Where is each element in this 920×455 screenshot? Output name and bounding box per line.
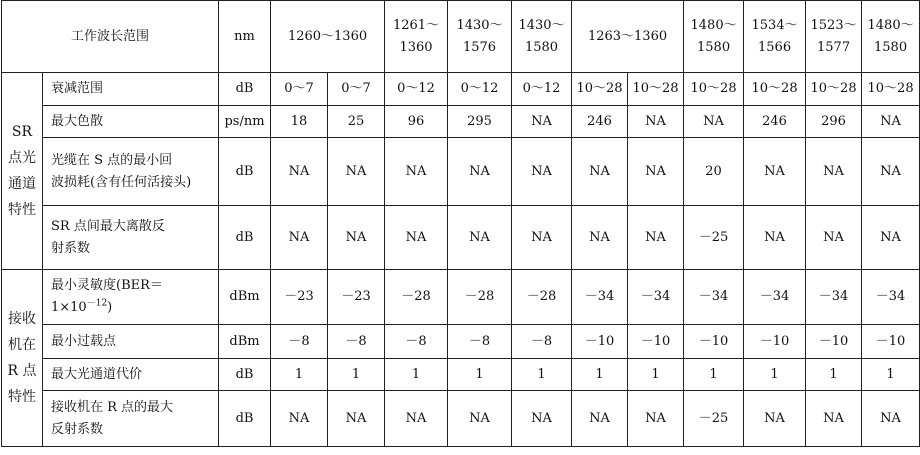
value-cell: NA <box>328 138 385 206</box>
value-cell: －25 <box>684 206 744 270</box>
value-cell: 25 <box>328 106 385 138</box>
value-cell: 246 <box>572 106 628 138</box>
unit-cell: dB <box>219 206 271 270</box>
unit-cell: dB <box>219 391 271 447</box>
value-cell: 1 <box>684 359 744 391</box>
group-label: 接收 机在 R 点 特性 <box>2 270 43 447</box>
value-cell: 96 <box>385 106 448 138</box>
param-text: 最大光通道代价 <box>51 366 143 382</box>
table-row <box>2 325 920 359</box>
value-cell: 10～28 <box>684 73 744 106</box>
param-name <box>43 270 219 325</box>
unit-cell: ps/nm <box>219 106 271 138</box>
unit-cell: dB <box>219 73 271 106</box>
unit-cell: dB <box>219 359 271 391</box>
value-cell: 0～7 <box>271 73 328 106</box>
header-title: 工作波长范围 <box>2 1 219 73</box>
param-superscript: －12 <box>86 298 108 309</box>
unit-cell: dB <box>219 138 271 206</box>
spec-table <box>1 0 920 447</box>
value-cell: 1 <box>862 359 920 391</box>
value-cell: NA <box>271 138 328 206</box>
wavelength-header: 1534～ 1566 <box>744 1 806 73</box>
value-cell: NA <box>628 106 684 138</box>
value-cell: －8 <box>328 325 385 359</box>
value-cell: NA <box>512 391 572 447</box>
value-cell: NA <box>448 206 512 270</box>
table-row <box>2 73 920 106</box>
unit-cell: dBm <box>219 270 271 325</box>
value-cell: －23 <box>271 270 328 325</box>
table-row <box>2 270 920 325</box>
value-cell: NA <box>744 391 806 447</box>
value-cell: NA <box>385 138 448 206</box>
wavelength-header: 1523～ 1577 <box>806 1 862 73</box>
value-cell: NA <box>628 138 684 206</box>
value-cell: NA <box>572 391 628 447</box>
value-cell: －28 <box>448 270 512 325</box>
wavelength-header: 1430～ 1576 <box>448 1 512 73</box>
value-cell: －8 <box>448 325 512 359</box>
value-cell: 10～28 <box>572 73 628 106</box>
wavelength-header: 1263～1360 <box>572 1 684 73</box>
value-cell: NA <box>572 138 628 206</box>
value-cell: 296 <box>806 106 862 138</box>
value-cell: －10 <box>628 325 684 359</box>
value-cell: －28 <box>512 270 572 325</box>
group-label: SR 点光 通道 特性 <box>2 73 43 270</box>
value-cell: 1 <box>806 359 862 391</box>
value-cell: －8 <box>512 325 572 359</box>
value-cell: －10 <box>862 325 920 359</box>
value-cell: NA <box>385 391 448 447</box>
value-cell: －10 <box>572 325 628 359</box>
value-cell: NA <box>448 138 512 206</box>
value-cell: －10 <box>684 325 744 359</box>
value-cell: －10 <box>744 325 806 359</box>
value-cell: NA <box>385 206 448 270</box>
value-cell: NA <box>744 206 806 270</box>
value-cell: －34 <box>744 270 806 325</box>
value-cell: 0～12 <box>512 73 572 106</box>
table-row <box>2 391 920 447</box>
value-cell: NA <box>744 138 806 206</box>
value-cell: NA <box>512 138 572 206</box>
value-cell: NA <box>328 391 385 447</box>
value-cell: 10～28 <box>744 73 806 106</box>
value-cell: －34 <box>806 270 862 325</box>
value-cell: －8 <box>271 325 328 359</box>
value-cell: NA <box>572 206 628 270</box>
table-row <box>2 106 920 138</box>
wavelength-header: 1480～ 1580 <box>684 1 744 73</box>
param-name <box>43 106 219 138</box>
param-text: 最大色散 <box>51 113 104 129</box>
table-row <box>2 359 920 391</box>
value-cell: 0～12 <box>385 73 448 106</box>
value-cell: －34 <box>862 270 920 325</box>
value-cell: 246 <box>744 106 806 138</box>
value-cell: NA <box>862 391 920 447</box>
value-cell: 295 <box>448 106 512 138</box>
param-name <box>43 206 219 270</box>
value-cell: NA <box>448 391 512 447</box>
value-cell: －28 <box>385 270 448 325</box>
wavelength-header: 1480～ 1580 <box>862 1 920 73</box>
value-cell: NA <box>328 206 385 270</box>
value-cell: NA <box>628 391 684 447</box>
param-tail: ) <box>107 300 113 315</box>
value-cell: 10～28 <box>862 73 920 106</box>
value-cell: 10～28 <box>806 73 862 106</box>
value-cell: 1 <box>628 359 684 391</box>
wavelength-header: 1260～1360 <box>271 1 385 73</box>
value-cell: 18 <box>271 106 328 138</box>
param-text: 最小灵敏度(BER＝ 1×10 <box>51 278 163 315</box>
value-cell: NA <box>512 206 572 270</box>
value-cell: 1 <box>572 359 628 391</box>
value-cell: 1 <box>512 359 572 391</box>
param-text: 最小过载点 <box>51 333 117 349</box>
value-cell: －8 <box>385 325 448 359</box>
param-name <box>43 325 219 359</box>
value-cell: 0～7 <box>328 73 385 106</box>
value-cell: 10～28 <box>628 73 684 106</box>
value-cell: NA <box>271 206 328 270</box>
value-cell: NA <box>512 106 572 138</box>
param-name <box>43 73 219 106</box>
value-cell: NA <box>684 106 744 138</box>
value-cell: NA <box>862 206 920 270</box>
value-cell: 1 <box>448 359 512 391</box>
value-cell: －34 <box>684 270 744 325</box>
table-row <box>2 206 920 270</box>
value-cell: 1 <box>271 359 328 391</box>
value-cell: NA <box>862 106 920 138</box>
value-cell: －10 <box>806 325 862 359</box>
wavelength-header: 1261～ 1360 <box>385 1 448 73</box>
param-text: 光缆在 S 点的最小回 波损耗(含有任何活接头) <box>51 152 192 190</box>
value-cell: －34 <box>572 270 628 325</box>
param-name <box>43 359 219 391</box>
value-cell: －23 <box>328 270 385 325</box>
param-name <box>43 391 219 447</box>
value-cell: －25 <box>684 391 744 447</box>
value-cell: 1 <box>328 359 385 391</box>
value-cell: －34 <box>628 270 684 325</box>
value-cell: NA <box>806 391 862 447</box>
param-text: SR 点间最大离散反 射系数 <box>51 218 165 256</box>
value-cell: NA <box>806 138 862 206</box>
value-cell: 1 <box>385 359 448 391</box>
wavelength-header: 1430～ 1580 <box>512 1 572 73</box>
table-row <box>2 138 920 206</box>
param-text: 接收机在 R 点的最大 反射系数 <box>51 399 174 437</box>
value-cell: 1 <box>744 359 806 391</box>
header-unit: nm <box>219 1 271 73</box>
value-cell: NA <box>862 138 920 206</box>
value-cell: 20 <box>684 138 744 206</box>
param-name <box>43 138 219 206</box>
value-cell: NA <box>271 391 328 447</box>
unit-cell: dBm <box>219 325 271 359</box>
value-cell: NA <box>628 206 684 270</box>
value-cell: NA <box>806 206 862 270</box>
value-cell: 0～12 <box>448 73 512 106</box>
param-text: 衰减范围 <box>51 81 104 96</box>
